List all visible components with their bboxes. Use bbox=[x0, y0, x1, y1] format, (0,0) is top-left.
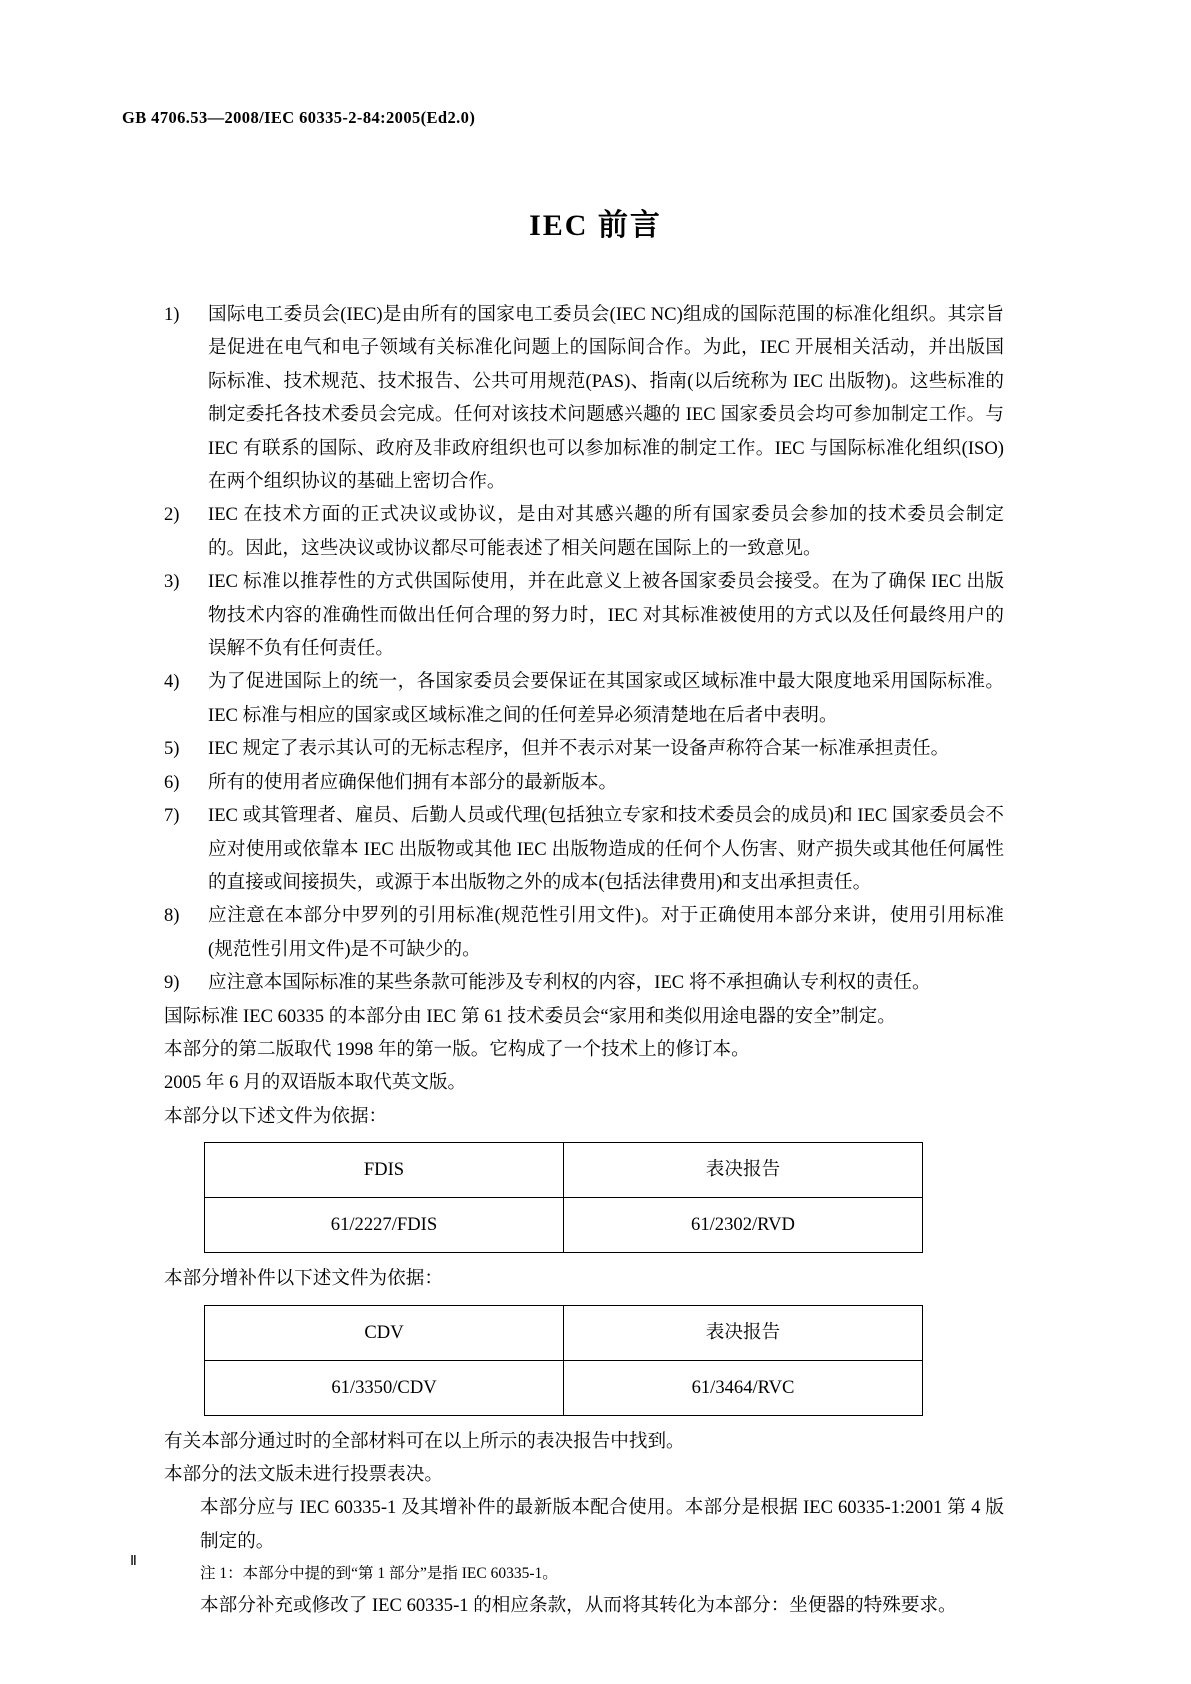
table-row bbox=[205, 1360, 923, 1415]
list-marker: 3) bbox=[164, 571, 180, 593]
table-header-row bbox=[205, 1143, 923, 1198]
page-content bbox=[164, 298, 1004, 1623]
list-item-text: IEC 规定了表示其认可的无标志程序，但并不表示对某一设备声称符合某一标准承担责任。 bbox=[208, 738, 950, 760]
list-item-text: 为了促进国际上的统一，各国家委员会要保证在其国家或区域标准中最大限度地采用国际标准。IEC 标准与相应的国家或区域标准之间的任何差异必须清楚地在后者中表明。 bbox=[208, 671, 1004, 726]
paragraph-french-version: 本部分的法文版未进行投票表决。 bbox=[164, 1463, 443, 1485]
page-title: IEC 前言 bbox=[529, 209, 662, 242]
list-item-text: IEC 标准以推荐性的方式供国际使用，并在此意义上被各国家委员会接受。在为了确保 IEC 出版物技术内容的准确性而做出任何合理的努力时，IEC 对其标准被使用的方式以及任何最终用户的误解不负有任何责任。 bbox=[208, 571, 1004, 660]
cell-rvd-number: 61/2302/RVD bbox=[564, 1198, 923, 1253]
column-header-fdis: FDIS bbox=[205, 1143, 564, 1198]
table-row bbox=[205, 1198, 923, 1253]
paragraph-amendment-basis-intro: 本部分增补件以下述文件为依据： bbox=[164, 1268, 443, 1290]
foreword-item-4 bbox=[164, 665, 1004, 732]
table-header-row bbox=[205, 1305, 923, 1360]
foreword-item-9 bbox=[164, 966, 1004, 999]
cell-cdv-number: 61/3350/CDV bbox=[205, 1360, 564, 1415]
running-header-standard-code: GB 4706.53—2008/IEC 60335-2-84:2005(Ed2.0) bbox=[122, 108, 476, 127]
list-item-text: 国际电工委员会(IEC)是由所有的国家电工委员会(IEC NC)组成的国际范围的标准化组织。其宗旨是促进在电气和电子领域有关标准化问题上的国际间合作。为此，IEC 开展相关活动，并出版国际标准、技术规范、技术报告、公共可用规范(PAS)、指南(以后统称为 IEC 出版物)。这些标准的制定委托各技术委员会完成。任何对该技术问题感兴趣的 IEC 国家委员会均可参加制定工作。与 IEC 有联系的国际、政府及非政府组织也可以参加标准的制定工作。IEC 与国际标准化组织(ISO)在两个组织协议的基础上密切合作。 bbox=[208, 304, 1004, 493]
paragraph-edition-replacement: 本部分的第二版取代 1998 年的第一版。它构成了一个技术上的修订本。 bbox=[164, 1038, 750, 1060]
list-item-text: 应注意本国际标准的某些条款可能涉及专利权的内容，IEC 将不承担确认专利权的责任。 bbox=[208, 972, 931, 994]
paragraph-basis-documents-intro: 本部分以下述文件为依据： bbox=[164, 1105, 388, 1127]
foreword-item-5 bbox=[164, 732, 1004, 765]
foreword-item-7 bbox=[164, 799, 1004, 899]
foreword-item-8 bbox=[164, 899, 1004, 966]
paragraph-use-with-part1: 本部分应与 IEC 60335-1 及其增补件的最新版本配合使用。本部分是根据 IEC 60335-1:2001 第 4 版制定的。 bbox=[200, 1497, 1004, 1552]
cdv-table bbox=[204, 1305, 923, 1416]
foreword-item-3 bbox=[164, 565, 1004, 665]
note-1: 注 1：本部分中提的到“第 1 部分”是指 IEC 60335-1。 bbox=[200, 1565, 558, 1583]
foreword-item-6 bbox=[164, 766, 1004, 799]
list-item-text: IEC 在技术方面的正式决议或协议，是由对其感兴趣的所有国家委员会参加的技术委员会制定的。因此，这些决议或协议都尽可能表述了相关问题在国际上的一致意见。 bbox=[208, 504, 1004, 559]
list-item-text: 所有的使用者应确保他们拥有本部分的最新版本。 bbox=[208, 771, 618, 793]
list-marker: 9) bbox=[164, 972, 180, 994]
cell-fdis-number: 61/2227/FDIS bbox=[205, 1198, 564, 1253]
fdis-table bbox=[204, 1142, 923, 1253]
list-marker: 2) bbox=[164, 504, 180, 526]
paragraph-bilingual-version: 2005 年 6 月的双语版本取代英文版。 bbox=[164, 1072, 467, 1094]
column-header-voting-report: 表决报告 bbox=[564, 1305, 923, 1360]
list-item-text: IEC 或其管理者、雇员、后勤人员或代理(包括独立专家和技术委员会的成员)和 IEC 国家委员会不应对使用或依靠本 IEC 出版物或其他 IEC 出版物造成的任何个人伤害、财产损失或其他任何属性的直接或间接损失，或源于本出版物之外的成本(包括法律费用)和支出承担责任。 bbox=[208, 805, 1004, 893]
paragraph-voting-materials: 有关本部分通过时的全部材料可在以上所示的表决报告中找到。 bbox=[164, 1430, 685, 1452]
list-marker: 5) bbox=[164, 738, 180, 760]
page-number: Ⅱ bbox=[130, 1554, 137, 1569]
foreword-item-1 bbox=[164, 298, 1004, 498]
list-marker: 4) bbox=[164, 671, 180, 693]
foreword-item-2 bbox=[164, 498, 1004, 565]
list-item-text: 应注意在本部分中罗列的引用标准(规范性引用文件)。对于正确使用本部分来讲，使用引用标准(规范性引用文件)是不可缺少的。 bbox=[208, 905, 1004, 960]
paragraph-supplement-modify: 本部分补充或修改了 IEC 60335-1 的相应条款，从而将其转化为本部分：坐便器的特殊要求。 bbox=[200, 1595, 957, 1617]
cell-rvc-number: 61/3464/RVC bbox=[564, 1360, 923, 1415]
list-marker: 1) bbox=[164, 304, 180, 325]
list-marker: 8) bbox=[164, 905, 180, 927]
paragraph-scope-committee: 国际标准 IEC 60335 的本部分由 IEC 第 61 技术委员会“家用和类似用途电器的安全”制定。 bbox=[164, 1005, 896, 1027]
list-marker: 7) bbox=[164, 805, 180, 827]
column-header-voting-report: 表决报告 bbox=[564, 1143, 923, 1198]
column-header-cdv: CDV bbox=[205, 1305, 564, 1360]
list-marker: 6) bbox=[164, 771, 180, 793]
